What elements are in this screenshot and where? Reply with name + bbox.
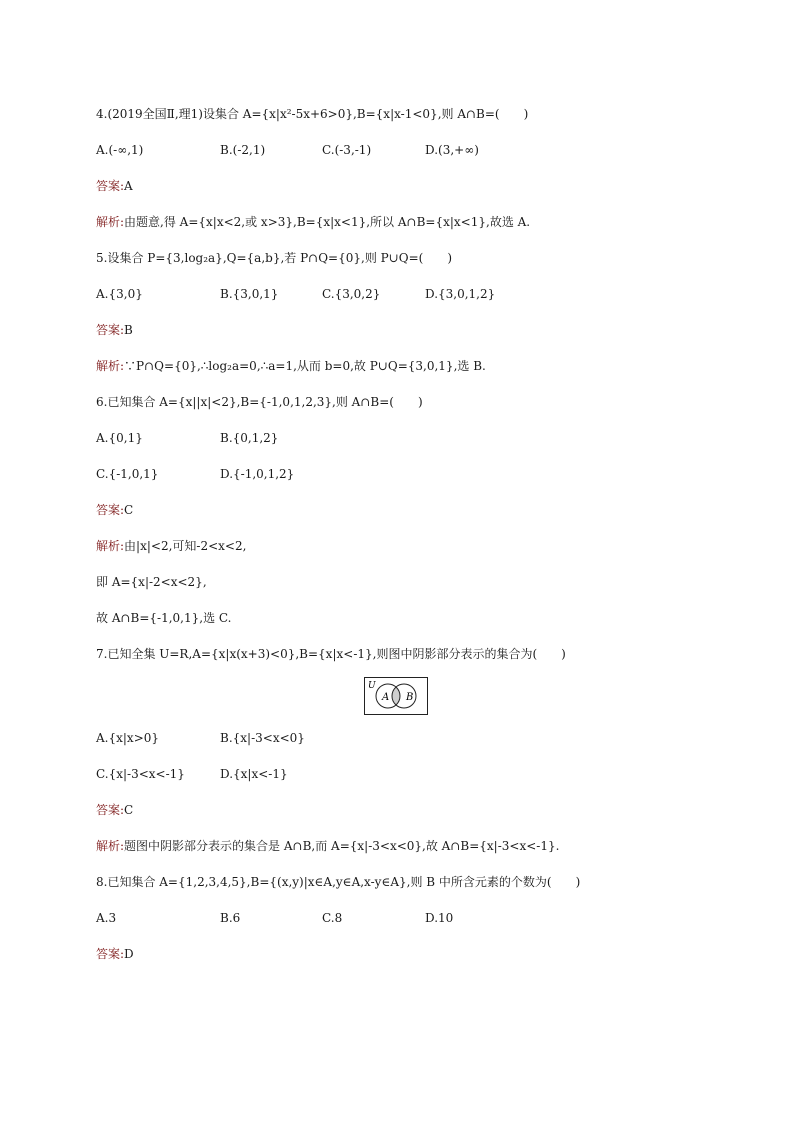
analysis-text: 题图中阴影部分表示的集合是 A∩B,而 A={x|-3<x<0},故 A∩B={x|-3<x<-1}.: [124, 839, 560, 853]
q4-answer: [96, 178, 133, 194]
q5-analysis: [96, 358, 486, 374]
answer-label: 答案:: [96, 803, 125, 817]
q4-analysis: [96, 214, 530, 230]
venn-label-a: A: [382, 692, 390, 703]
q7-option-d: D.{x|x<-1}: [220, 767, 288, 781]
q6-analysis-line-2: 即 A={x|-2<x<2},: [96, 575, 207, 589]
q7-answer: [96, 802, 133, 818]
q6-option-a: A.{0,1}: [96, 431, 143, 445]
q6-stem: 6.已知集合 A={x||x|<2},B={-1,0,1,2,3},则 A∩B=( ): [96, 395, 423, 409]
q6-option-d: D.{-1,0,1,2}: [220, 467, 295, 481]
q6-analysis-line-3: 故 A∩B={-1,0,1},选 C.: [96, 611, 232, 625]
q5-option-d: D.{3,0,1,2}: [425, 287, 496, 301]
analysis-label: 解析:: [96, 215, 125, 229]
answer-value: A: [124, 179, 133, 193]
q8-option-b: B.6: [220, 911, 241, 925]
q4-option-c: C.(-3,-1): [322, 143, 372, 157]
q8-answer: [96, 946, 134, 962]
q4-stem: 4.(2019全国Ⅱ,理1)设集合 A={x|x²-5x+6>0},B={x|x-1<0},则 A∩B=( ): [96, 107, 529, 121]
answer-value: D: [124, 947, 134, 961]
answer-value: B: [124, 323, 133, 337]
q6-answer: [96, 502, 133, 518]
venn-label-b: B: [406, 692, 414, 703]
q5-option-c: C.{3,0,2}: [322, 287, 381, 301]
q5-stem: 5.设集合 P={3,log₂a},Q={a,b},若 P∩Q={0},则 P∪Q=( ): [96, 251, 453, 265]
analysis-label: 解析:: [96, 839, 125, 853]
q5-option-a: A.{3,0}: [96, 287, 143, 301]
venn-diagram: [364, 677, 428, 715]
q4-option-d: D.(3,+∞): [425, 143, 479, 157]
venn-svg: [365, 678, 429, 716]
q8-stem: 8.已知集合 A={1,2,3,4,5},B={(x,y)|x∈A,y∈A,x-y∈A},则 B 中所含元素的个数为( ): [96, 875, 581, 889]
q7-stem: 7.已知全集 U=R,A={x|x(x+3)<0},B={x|x<-1},则图中阴影部分表示的集合为( ): [96, 647, 566, 661]
answer-value: C: [124, 503, 134, 517]
answer-label: 答案:: [96, 947, 125, 961]
q5-option-b: B.{3,0,1}: [220, 287, 279, 301]
q8-option-a: A.3: [96, 911, 117, 925]
q6-option-b: B.{0,1,2}: [220, 431, 279, 445]
analysis-text: ∵P∩Q={0},∴log₂a=0,∴a=1,从而 b=0,故 P∪Q={3,0,1},选 B.: [124, 359, 486, 373]
q6-analysis: [96, 538, 246, 554]
q8-option-c: C.8: [322, 911, 343, 925]
venn-label-u: U: [368, 681, 376, 691]
answer-label: 答案:: [96, 323, 125, 337]
q7-analysis: [96, 838, 559, 854]
analysis-text: 由题意,得 A={x|x<2,或 x>3},B={x|x<1},所以 A∩B={x|x<1},故选 A.: [124, 215, 531, 229]
analysis-text: 由|x|<2,可知-2<x<2,: [124, 539, 247, 553]
q7-option-a: A.{x|x>0}: [96, 731, 160, 745]
q4-option-b: B.(-2,1): [220, 143, 266, 157]
q5-answer: [96, 322, 133, 338]
answer-label: 答案:: [96, 179, 125, 193]
analysis-label: 解析:: [96, 359, 125, 373]
q7-option-b: B.{x|-3<x<0}: [220, 731, 305, 745]
q7-option-c: C.{x|-3<x<-1}: [96, 767, 185, 781]
q6-option-c: C.{-1,0,1}: [96, 467, 159, 481]
q4-option-a: A.(-∞,1): [96, 143, 144, 157]
answer-label: 答案:: [96, 503, 125, 517]
q8-option-d: D.10: [425, 911, 454, 925]
analysis-label: 解析:: [96, 539, 125, 553]
answer-value: C: [124, 803, 134, 817]
